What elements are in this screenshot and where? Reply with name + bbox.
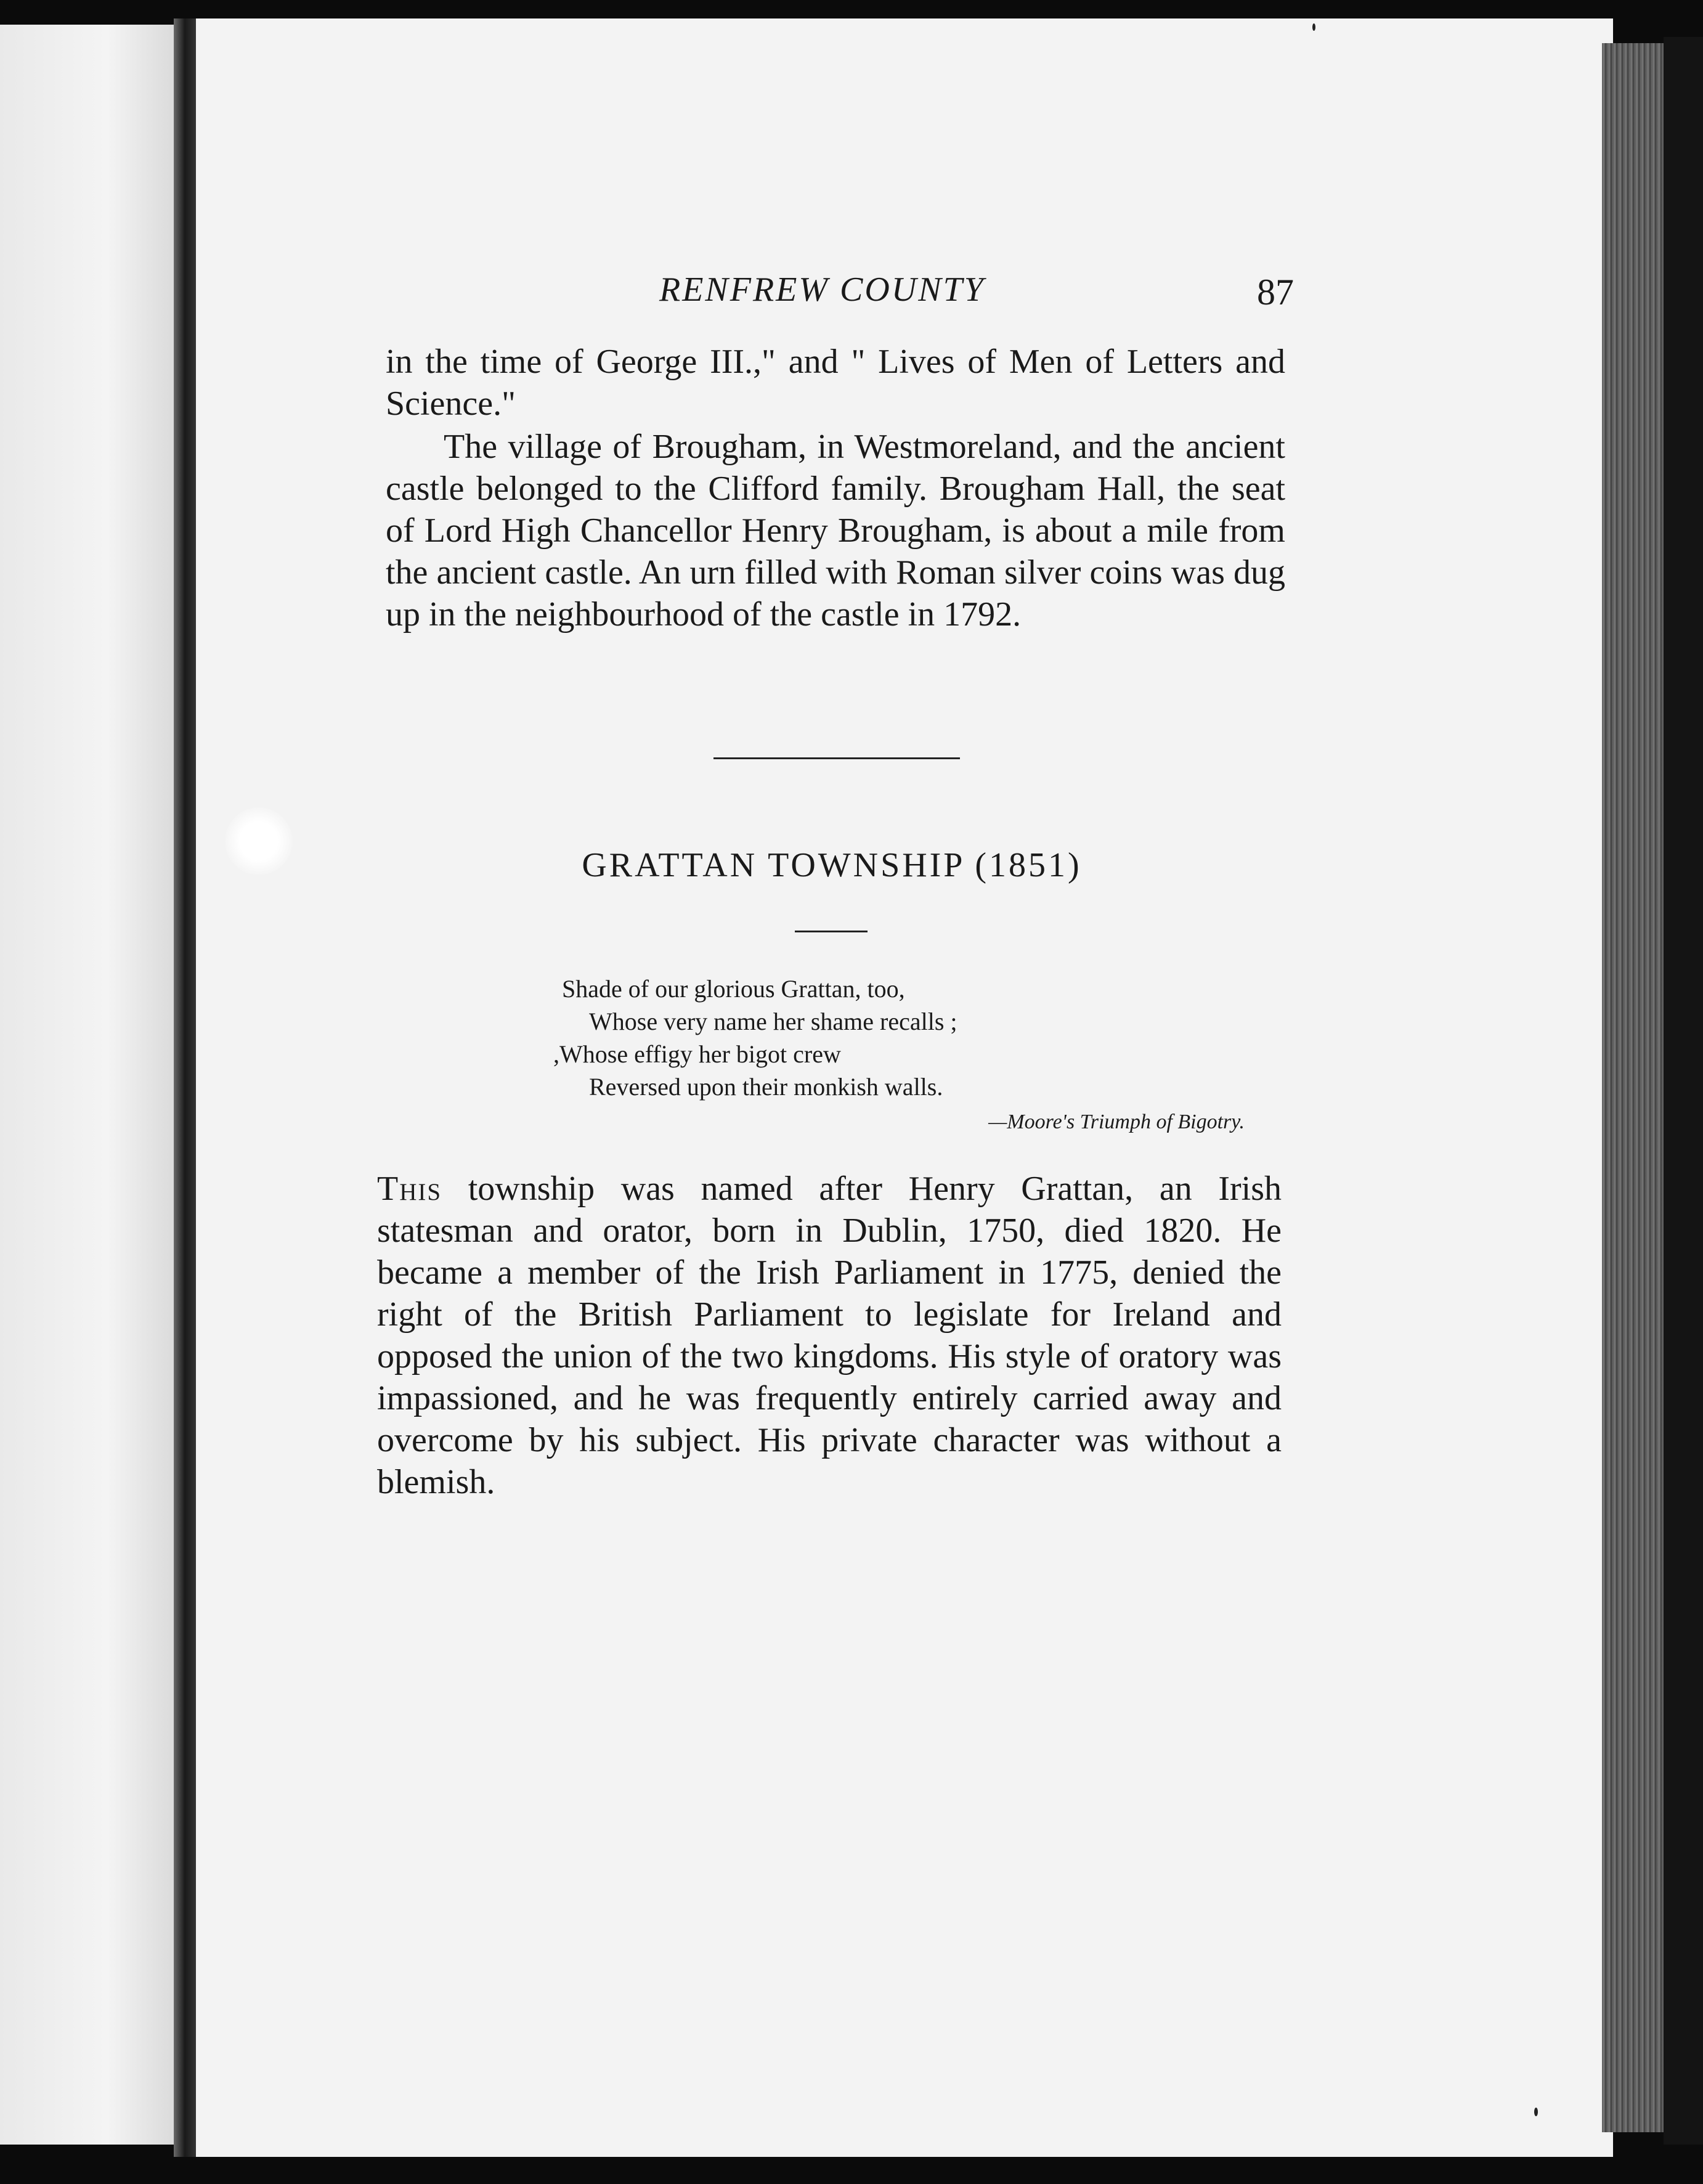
epigraph xyxy=(553,972,957,1103)
scan-speck xyxy=(1312,23,1315,31)
scan-speck xyxy=(1534,2108,1538,2116)
epigraph-line: Whose very name her shame recalls ; xyxy=(589,1008,957,1035)
paragraph-grattan xyxy=(377,1168,1282,1503)
paragraph-brougham: The village of Brougham, in Westmoreland, and the ancient castle belonged to the Clifford family. Brougham Hall, the seat of Lord High Chancellor Henry Brougham, is about a mile from the ancient castle. An urn filled with Roman silver coins was dug up in the neighbourhood of the castle in 1792. xyxy=(386,428,1285,634)
left-page-edge xyxy=(0,25,179,2145)
book-gutter xyxy=(174,18,198,2157)
lead-word: This xyxy=(377,1170,442,1208)
scan-border xyxy=(1664,37,1703,2145)
section-heading: GRATTAN TOWNSHIP (1851) xyxy=(582,846,1082,884)
page-block-edge xyxy=(1602,43,1670,2132)
section-divider xyxy=(713,757,960,759)
epigraph-line: ,Whose effigy her bigot crew xyxy=(553,1040,841,1068)
page-blemish xyxy=(225,807,293,875)
heading-rule xyxy=(795,931,868,932)
epigraph-attribution: —Moore's Triumph of Bigotry. xyxy=(988,1110,1245,1133)
page-number: 87 xyxy=(1257,272,1294,312)
running-head: RENFREW COUNTY xyxy=(659,271,985,309)
epigraph-line: Shade of our glorious Grattan, too, xyxy=(562,975,905,1003)
epigraph-line: Reversed upon their monkish walls. xyxy=(589,1073,943,1101)
paragraph-continued: in the time of George III.," and " Lives of Men of Letters and Science." xyxy=(386,343,1285,423)
paragraph-body: township was named after Henry Grattan, an Irish statesman and orator, born in Dublin, 1750, died 1820. He became a member of the Irish Parliament in 1775, denied the right of the British Parliament to legislate for Ireland and opposed the union of the two kingdoms. His style of oratory was impassioned, and he was frequently entirely carried away and overcome by his subject. His private character was without a blemish. xyxy=(377,1170,1282,1501)
